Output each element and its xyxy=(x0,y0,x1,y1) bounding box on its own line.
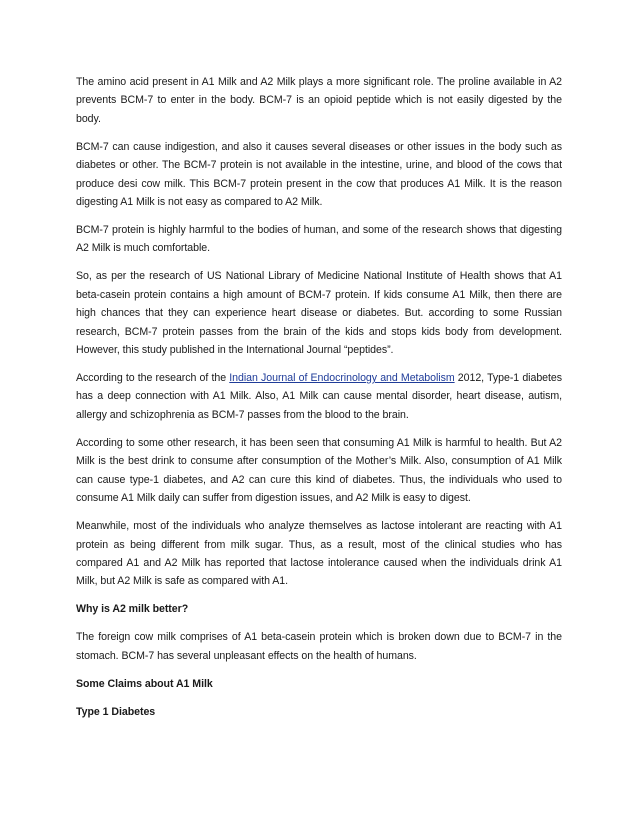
heading-claims-a1-milk: Some Claims about A1 Milk xyxy=(76,677,213,690)
paragraph-bcm7-indigestion: BCM-7 can cause indigestion, and also it causes several diseases or other issues in the body such as diabetes or other. The BCM-7 protein is not available in the intestine, urine, and blood of the cows that produce desi cow milk. This BCM-7 protein present in the cow that produces A1 Milk. It is the reason digesting A1 Milk is not easy as compared to A2 Milk. xyxy=(76,140,562,209)
paragraph-foreign-cow-milk: The foreign cow milk comprises of A1 beta-casein protein which is broken down due to BCM-7 in the stomach. BCM-7 has several unpleasant effects on the health of humans. xyxy=(76,631,562,662)
indian-journal-link[interactable]: Indian Journal of Endocrinology and Metabolism xyxy=(229,372,455,385)
paragraph-indian-journal-before: According to the research of the xyxy=(76,372,230,385)
heading-why-a2-better: Why is A2 milk better? xyxy=(76,603,189,616)
paragraph-us-research: So, as per the research of US National Library of Medicine National Institute of Health shows that A1 beta-casein protein contains a high amount of BCM-7 protein. If kids consume A1 Milk, then there are high chances that they can experience heart disease or diabetes. But. according to some Russian research, BCM-7 protein passes from the brain of the kids and stops kids body from development. However, this study published in the International Journal “peptides”. xyxy=(76,270,562,357)
document-body xyxy=(76,73,562,731)
heading-type1-diabetes: Type 1 Diabetes xyxy=(76,705,156,718)
paragraph-lactose-intolerance: Meanwhile, most of the individuals who analyze themselves as lactose intolerant are reacting with A1 protein as being different from milk sugar. Thus, as a result, most of the clinical studies who has compared A1 and A2 Milk has reported that lactose intolerance caused when the individuals drink A1 Milk, but A2 Milk is safe as compared with A1. xyxy=(76,520,562,588)
paragraph-amino-acid: The amino acid present in A1 Milk and A2 Milk plays a more significant role. The proline available in A2 prevents BCM-7 to enter in the body. BCM-7 is an opioid peptide which is not easily digested by the body. xyxy=(76,76,562,125)
paragraph-indian-journal-after: 2012, Type-1 diabetes has a deep connection with A1 Milk. Also, A1 Milk can cause mental disorder, heart disease, autism, allergy and schizophrenia as BCM-7 passes from the blood to the brain. xyxy=(76,372,562,421)
paragraph-other-research: According to some other research, it has been seen that consuming A1 Milk is harmful to health. But A2 Milk is the best drink to consume after consumption of the Mother’s Milk. Also, consumption of A1 Milk can cause type-1 diabetes, and A2 can cure this kind of diabetes. Thus, the individuals who used to consume A1 Milk daily can suffer from digestion issues, and A2 Milk is easy to digest. xyxy=(76,436,562,505)
paragraph-bcm7-harmful: BCM-7 protein is highly harmful to the bodies of human, and some of the research shows that digesting A2 Milk is much comfortable. xyxy=(76,224,562,255)
paragraph-indian-journal xyxy=(76,369,562,424)
